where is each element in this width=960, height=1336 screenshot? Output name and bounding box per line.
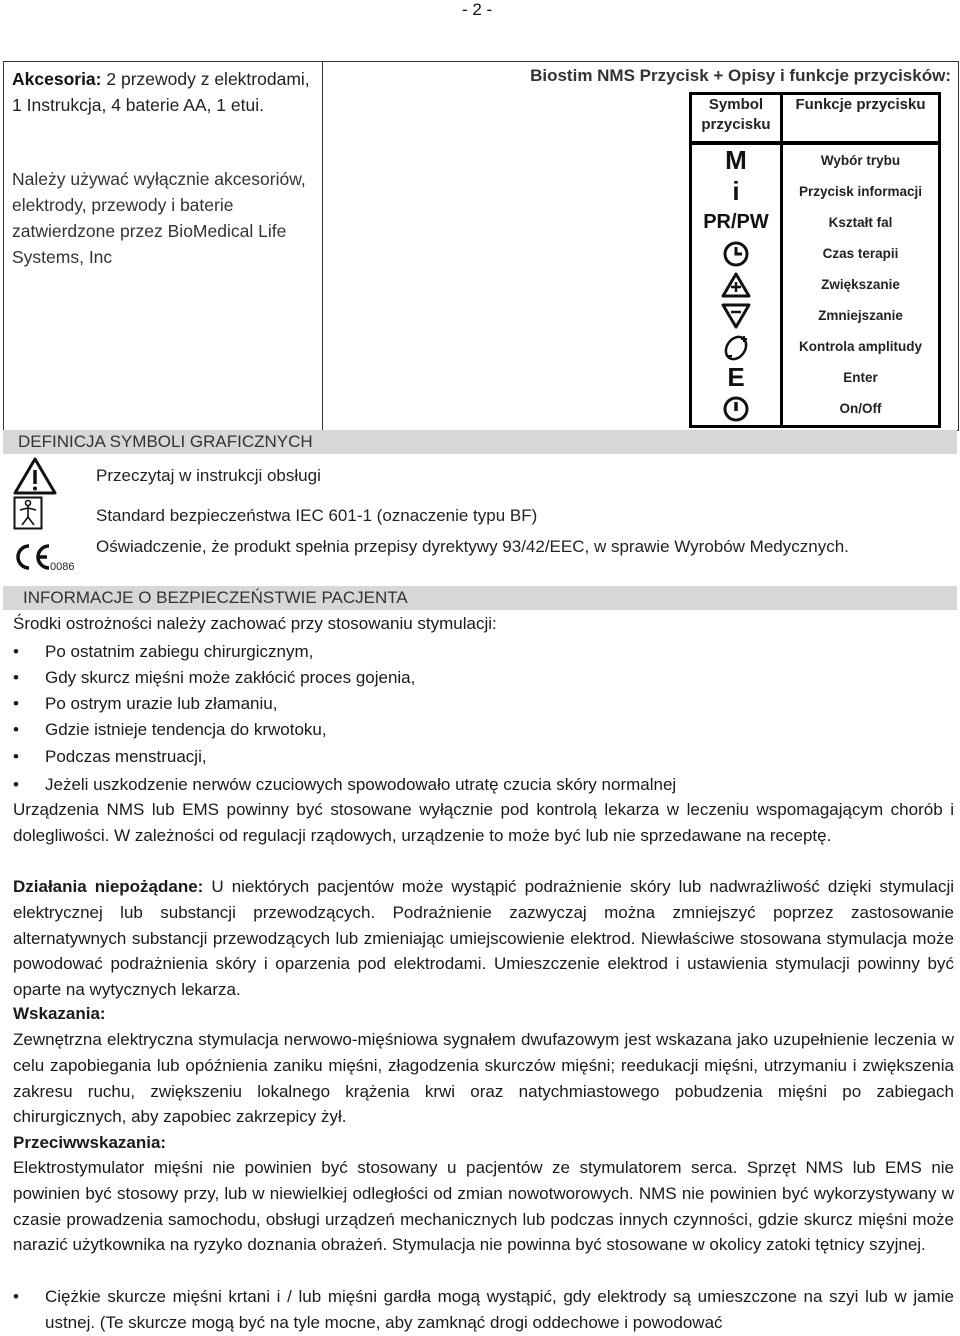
function-column-header: Funkcje przycisku <box>783 95 938 141</box>
accessories-list: 2 przewody z elektrodami, 1 Instrukcja, 4 baterie AA, 1 etui. <box>12 69 310 115</box>
enter-letter-icon: E <box>727 362 745 392</box>
increase-triangle-icon <box>692 269 780 300</box>
pr-pw-icon: PR/PW <box>703 211 769 233</box>
accessories-label: Akcesoria: <box>12 69 102 89</box>
symbol-column <box>692 145 780 425</box>
ce-mark-icon <box>12 542 52 577</box>
last-bullet-item: • Ciężkie skurcze mięśni krtani i / lub mięśni gardła mogą wystąpić, gdy elektrody są umieszczone na szyi lub w jamie ustnej. (Te skurcze mogą być na tyle mocne, aby zamknąć drogi oddechowe i powodować <box>13 1284 954 1336</box>
device-note: Urządzenia NMS lub EMS powinny być stosowane wyłącznie pod kontrolą lekarza w leczeniu wspomagającym chorób i dolegliwości. W zależności od regulacji rządowych, urządzenie to może być lub nie sprzedawane na receptę. <box>13 800 954 845</box>
last-bullet-text: Ciężkie skurcze mięśni krtani i / lub mięśni gardła mogą wystąpić, gdy elektrody są umieszczone na szyi lub w jamie ustnej. (Te skurcze mogą być na tyle mocne, aby zamknąć drogi oddechowe i powodować <box>45 1287 954 1332</box>
function-mode-select: Wybór trybu <box>820 153 901 168</box>
safety-intro: Środki ostrożności należy zachować przy stosowaniu stymulacji: <box>13 614 497 633</box>
power-icon <box>692 393 780 424</box>
function-waveform: Kształt fal <box>828 215 893 230</box>
ce-number: 0086 <box>50 561 75 573</box>
indications-heading: Wskazania: <box>13 1004 106 1023</box>
read-manual-text: Przeczytaj w instrukcji obsługi <box>96 466 321 485</box>
function-on-off: On/Off <box>839 401 882 416</box>
adverse-effects-paragraph <box>13 874 954 1003</box>
buttons-cell <box>323 62 958 430</box>
accessories-text <box>12 66 312 118</box>
contraindications-text: Elektrostymulator mięśni nie powinien być stosowany u pacjentów ze stymulatorem serca. Sprzęt NMS lub EMS nie powinien być stosowy przy, lub w niewielkiej odległości od zmian nowotworowych. NMS nie powinien być wykorzystywany w czasie prowadzenia samochodu, obsługi urządzeń mechanicznych lub podczas innych czynności, gdzie skurcz mięśni może narazić użytkownika na ryzyko doznania obrażeń. Stymulacja nie powinna być stosowane w okolicy zatoki tętnicy szyjnej. <box>13 1158 954 1255</box>
function-enter: Enter <box>843 370 878 385</box>
decrease-triangle-icon <box>692 300 780 331</box>
page-number: - 2 - <box>462 0 493 19</box>
amplitude-icon <box>692 331 780 362</box>
contraindications-heading: Przeciwwskazania: <box>13 1133 167 1152</box>
buttons-title: Biostim NMS Przycisk + Opisy i funkcje przycisków: <box>530 66 951 85</box>
safety-heading: INFORMACJE O BEZPIECZEŃSTWIE PACJENTA <box>3 586 957 610</box>
button-chart <box>689 92 941 428</box>
adverse-effects-text: U niektórych pacjentów może wystąpić podrażnienie skóry lub nadwrażliwość dzięki stymulacji elektrycznej lub substancji przewodzących. Podrażnienie zazwyczaj można zmniejszyć poprzez zastosowanie alternatywnych substancji przewodzących lub zmieniając umiejscowienie elektrod. Niewłaściwe stosowana stymulacja może powodować podrażnienia skóry i oparzenia pod elektrodami. Umieszczenie elektrod i ustawienia stymulacji powinny być oparte na wytycznych lekarza. <box>13 877 954 1000</box>
function-therapy-time: Czas terapii <box>822 246 899 261</box>
warning-triangle-icon <box>12 456 58 501</box>
function-decrease: Zmniejszanie <box>818 308 903 323</box>
info-letter-icon: i <box>732 176 740 206</box>
symbols-heading: DEFINICJA SYMBOLI GRAFICZNYCH <box>3 430 957 454</box>
function-column <box>783 145 938 425</box>
accessories-note: Należy używać wyłącznie akcesoriów, elektrody, przewody i baterie zatwierdzone przez BioMedical Life Systems, Inc <box>12 169 306 267</box>
ce-text: Oświadczenie, że produkt spełnia przepisy dyrektywy 93/42/EEC, w sprawie Wyrobów Medycznych. <box>96 537 849 556</box>
adverse-effects-label: Działania niepożądane: <box>13 877 204 896</box>
accessories-cell <box>4 62 323 430</box>
m-letter-icon: M <box>725 145 747 175</box>
bf-standard-text: Standard bezpieczeństwa IEC 601-1 (oznaczenie typu BF) <box>96 506 538 525</box>
indications-text: Zewnętrzna elektryczna stymulacja nerwowo-mięśniowa sygnałem dwufazowym jest wskazana jako uzupełnienie leczenia w celu zapobiegania lub opóźnienia zaniku mięśni, złagodzenia skurczów mięśni; reedukacji mięśni, utrzymaniu i zwiększenia zakresu ruchu, zwiększeniu lokalnego krążenia krwi oraz natychmiastowego pobudzenia mięśni po zabiegach chirurgicznych, aby zapobiec zakrzepicy żył. <box>13 1030 954 1127</box>
function-increase: Zwiększanie <box>821 277 900 292</box>
bf-type-icon <box>13 496 43 535</box>
function-amplitude: Kontrola amplitudy <box>798 339 922 354</box>
clock-icon <box>692 238 780 269</box>
function-info: Przycisk informacji <box>798 184 923 199</box>
symbol-column-header: Symbol przycisku <box>692 95 780 141</box>
accessories-buttons-table <box>3 61 959 431</box>
